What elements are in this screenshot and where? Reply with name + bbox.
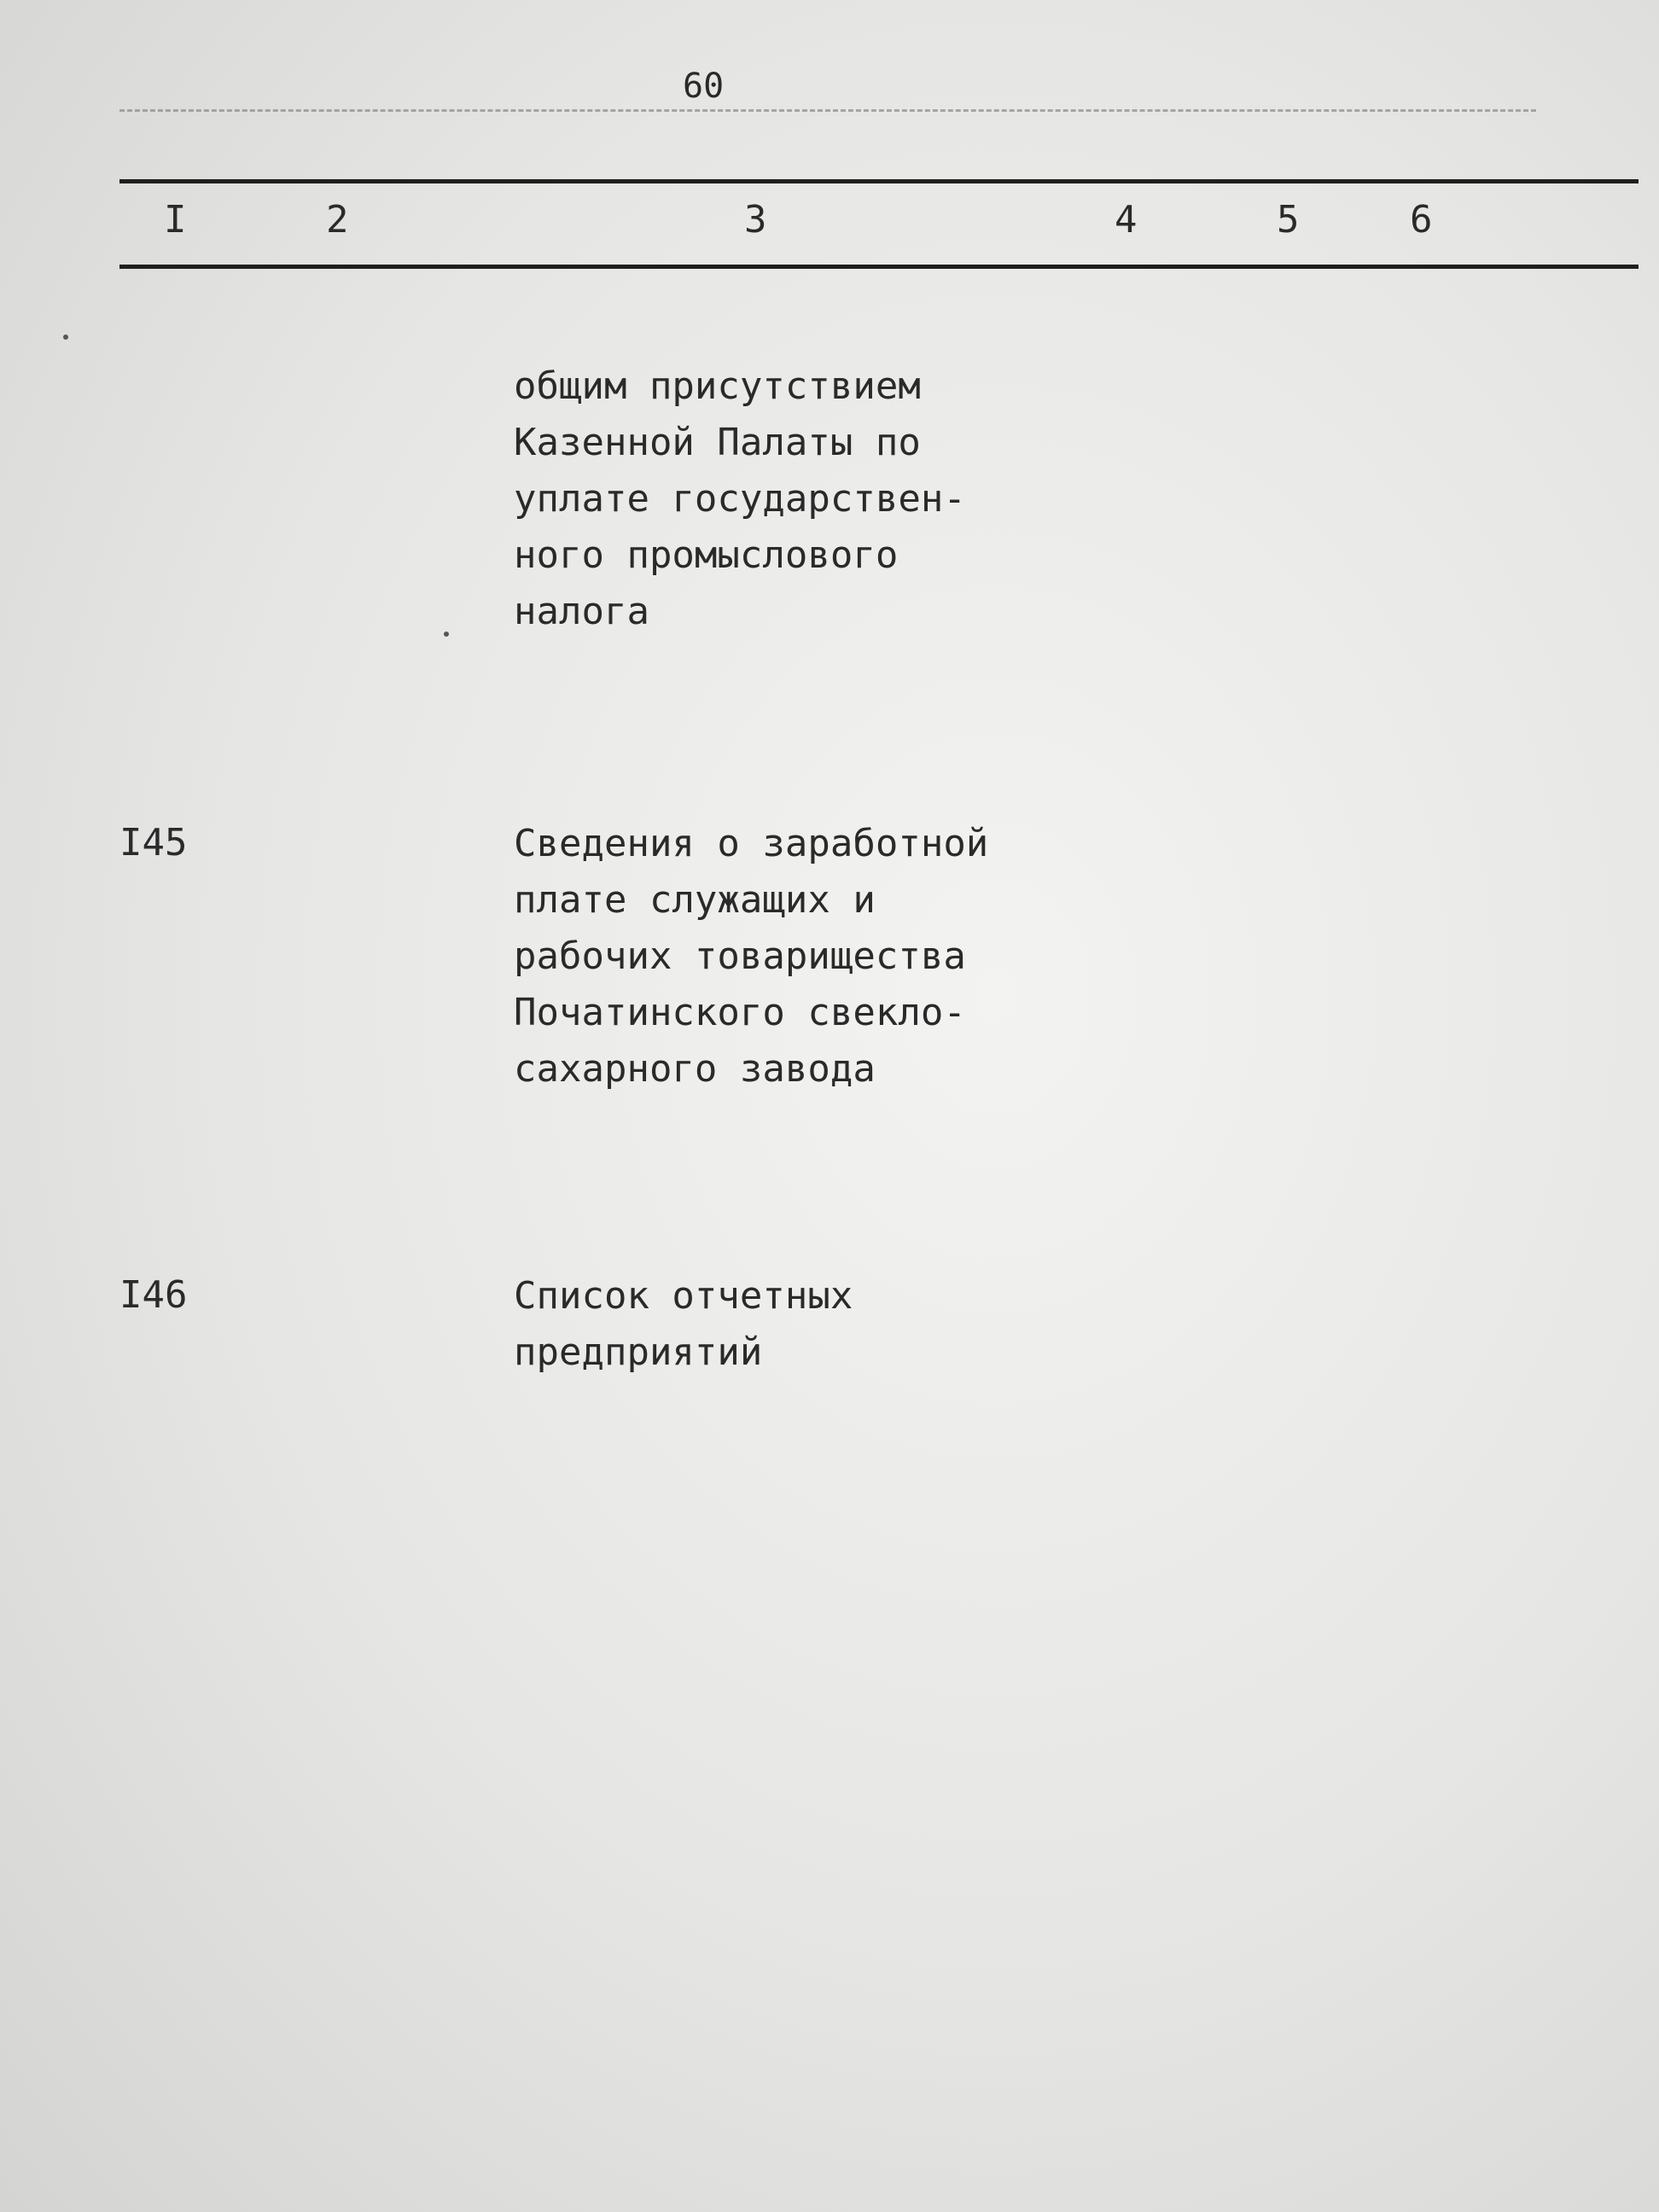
entry-line: рабочих товарищества [514,934,966,978]
column-header-4: 4 [1115,198,1138,242]
entry-line: уплате государствен- [514,477,966,521]
entry-line: Початинского свекло- [514,991,966,1034]
column-header-5: 5 [1277,198,1300,242]
column-header-3: 3 [744,198,767,242]
entry-line: плате служащих и [514,878,876,922]
table-top-rule [119,179,1639,183]
page-number: 60 [683,67,725,106]
entry-line: сахарного завода [514,1047,876,1091]
entry-number-146: I46 [119,1273,188,1317]
entry-continuation-text [514,358,966,640]
entry-line: Казенной Палаты по [514,421,921,464]
column-header-1: I [164,198,187,242]
dashed-divider [119,109,1536,112]
entry-line: налога [514,590,649,633]
entry-145-text [514,816,988,1097]
paper-speck [63,335,68,340]
entry-line: общим присутствием [514,364,921,408]
table-header-bottom-rule [119,265,1639,269]
entry-146-text [514,1268,853,1381]
entry-number-145: I45 [119,821,188,864]
column-header-6: 6 [1410,198,1433,242]
entry-line: Сведения о заработной [514,822,989,865]
entry-line: Список отчетных [514,1274,853,1318]
paper-speck [444,632,449,637]
column-header-2: 2 [326,198,349,242]
entry-line: предприятий [514,1330,763,1374]
entry-line: ного промыслового [514,533,899,577]
